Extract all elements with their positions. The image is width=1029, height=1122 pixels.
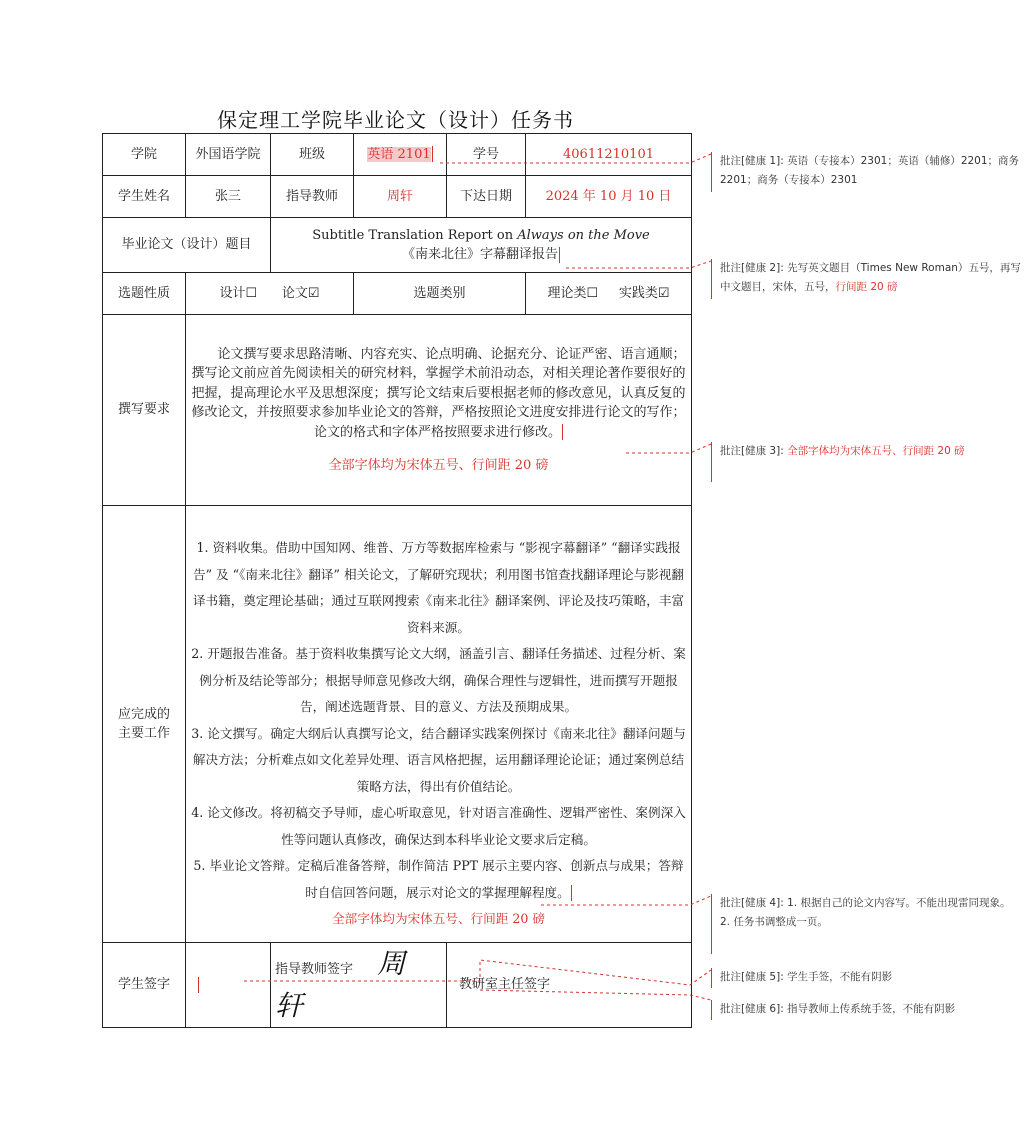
work-item: 4. 论文修改。将初稿交予导师，虚心听取意见，针对语言准确性、逻辑严密性、案例深入性等问题认真修改，确保达到本科毕业论文要求后定稿。 <box>191 805 686 847</box>
advisor-label: 指导教师 <box>271 176 354 218</box>
comment-1[interactable]: 批注[健康 1]: 英语（专接本）2301；英语（辅修）2201；商务 2201；商务（专接本）2301 <box>711 152 1029 192</box>
writing-note: 全部字体均为宋体五号、行间距 20 磅 <box>328 458 549 473</box>
class-value: 英语 2101 <box>367 146 431 162</box>
thesis-checkbox[interactable]: 论文☑ <box>281 285 320 301</box>
work-item: 2. 开题报告准备。基于资料收集撰写论文大纲，涵盖引言、翻译任务描述、过程分析、案例分析及结论等部分；根据导师意见修改大纲，确保合理性与逻辑性，进而撰写开题报告，阐述选题背景、目的意义、方法及预期成果。 <box>191 646 686 715</box>
work-item: 3. 论文撰写。确定大纲后认真撰写论文，结合翻译实践案例探讨《南来北往》翻译问题与解决方法；分析难点如文化差异处理、语言风格把握，运用翻译理论论证；通过案例总结策略方法，得出有价值结论。 <box>191 725 686 794</box>
writing-text: 论文撰写要求思路清晰、内容充实、论点明确、论据充分、论证严密、语言通顺；撰写论文前应首先阅读相关的研究材料，掌握学术前沿动态，对相关理论著作要很好的把握，提高理论水平及思想深度；撰写论文结束后要根据老师的修改意见，认真反复的修改论文，并按照要求参加毕业论文的答辩，严格按照论文进度安排进行论文的写作；论文的格式和字体严格按照要求进行修改。 <box>191 346 686 440</box>
page-title: 保定理工学院毕业论文（设计）任务书 <box>217 108 574 132</box>
advisor-value[interactable]: 周轩 <box>354 176 447 218</box>
advisor-signature-label: 指导教师签字 <box>275 962 354 977</box>
writing-label: 撰写要求 <box>103 315 186 506</box>
class-label: 班级 <box>271 134 354 176</box>
student-id-value[interactable]: 40611210101 <box>526 134 692 176</box>
student-signature-label: 学生签字 <box>103 943 186 1028</box>
work-label: 应完成的 主要工作 <box>103 506 186 943</box>
student-id-label: 学号 <box>447 134 526 176</box>
topic-chinese: 《南来北往》字幕翻译报告 <box>401 247 558 262</box>
advisor-handwritten-signature: 周轩 <box>275 947 412 1022</box>
comment-4[interactable]: 批注[健康 4]: 1. 根据自己的论文内容写。不能出现雷同现象。 2. 任务书调整成一页。 <box>711 894 1029 954</box>
comment-2[interactable]: 批注[健康 2]: 先写英文题目（Times New Roman）五号，再写中文题目，宋体，五号，行间距 20 磅 <box>711 259 1029 299</box>
nature-label: 选题性质 <box>103 273 186 315</box>
theory-checkbox[interactable]: 理论类☐ <box>547 285 599 301</box>
comment-6[interactable]: 批注[健康 6]: 指导教师上传系统手签，不能有阴影 <box>711 1000 1029 1020</box>
college-label: 学院 <box>103 134 186 176</box>
topic-english: Subtitle Translation Report on Always on the Move <box>312 227 650 243</box>
issue-date-label: 下达日期 <box>447 176 526 218</box>
comment-5[interactable]: 批注[健康 5]: 学生手签，不能有阴影 <box>711 968 1029 988</box>
student-name-label: 学生姓名 <box>103 176 186 218</box>
work-item: 5. 毕业论文答辩。定稿后准备答辩，制作简洁 PPT 展示主要内容、创新点与成果；答辩时自信回答问题，展示对论文的掌握理解程度。 <box>193 858 684 900</box>
college-value: 外国语学院 <box>186 134 271 176</box>
practice-checkbox[interactable]: 实践类☑ <box>618 285 670 301</box>
student-name-value[interactable]: 张三 <box>186 176 271 218</box>
issue-date-value[interactable]: 2024 年 10 月 10 日 <box>526 176 692 218</box>
topic-label: 毕业论文（设计）题目 <box>103 218 271 273</box>
comment-3[interactable]: 批注[健康 3]: 全部字体均为宋体五号、行间距 20 磅 <box>711 442 1029 482</box>
design-checkbox[interactable]: 设计☐ <box>219 285 258 301</box>
topic-type-label: 选题类别 <box>354 273 526 315</box>
work-note: 全部字体均为宋体五号、行间距 20 磅 <box>332 911 545 927</box>
work-item: 1. 资料收集。借助中国知网、维普、万方等数据库检索与 “影视字幕翻译” “翻译实践报告” 及 “《南来北往》翻译” 相关论文，了解研究现状；利用图书馆查找翻译理论与影视翻译书籍，奠定理论基础；通过互联网搜索《南来北往》翻译案例、评论及技巧策略，丰富资料来源。 <box>192 540 685 635</box>
director-signature-label: 教研室主任签字 <box>459 977 551 993</box>
